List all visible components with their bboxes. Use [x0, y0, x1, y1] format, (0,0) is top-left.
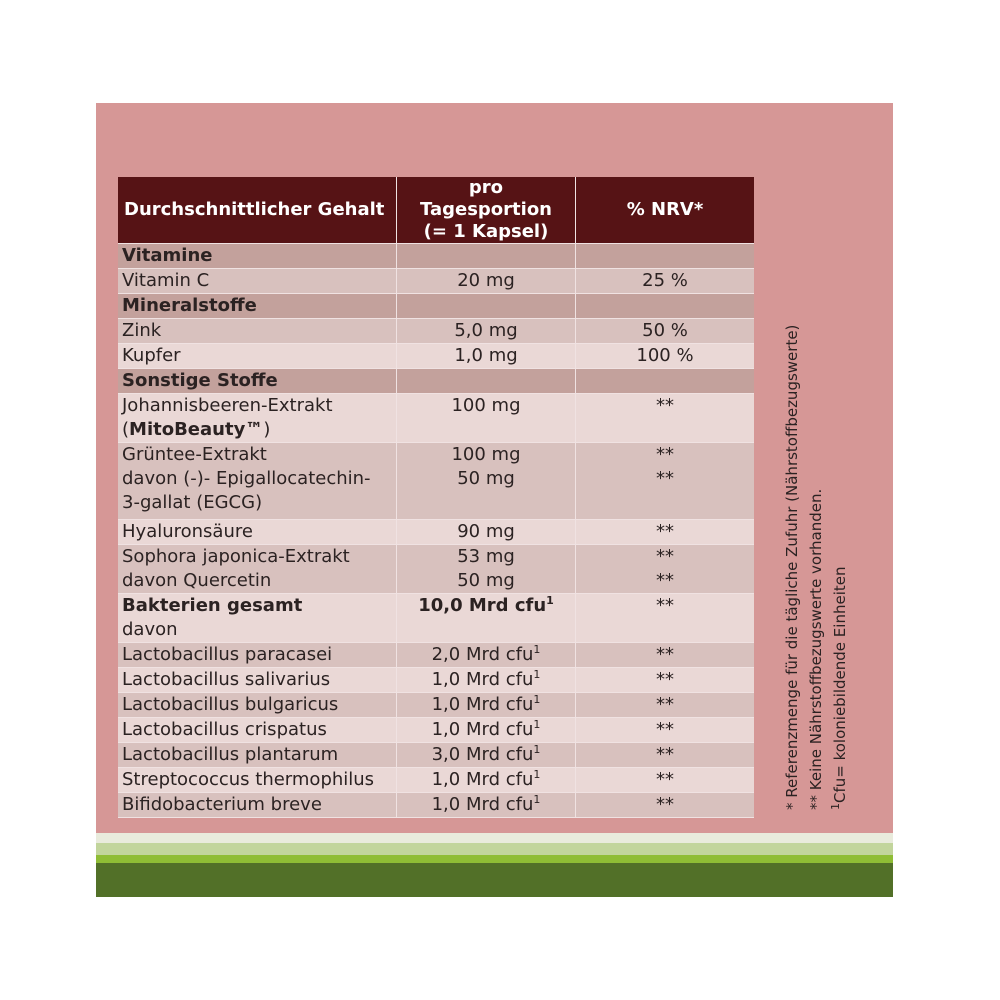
- nutrient-name: Sophora japonica-Extrakt davon Quercetin: [118, 545, 397, 594]
- table-row: [118, 394, 754, 443]
- nutrient-amount: 1,0 Mrd cfu$^1$: [397, 793, 576, 818]
- nutrient-nrv: 25 %: [576, 269, 755, 294]
- nutrient-nrv: **: [576, 520, 755, 545]
- nutrient-amount: 1,0 Mrd cfu$^1$: [397, 668, 576, 693]
- nutrient-nrv: ** **: [576, 443, 755, 520]
- nutrient-nrv: 100 %: [576, 344, 755, 369]
- section-row-sonstige: [118, 369, 754, 394]
- decorative-stripes: [96, 833, 893, 897]
- nutrient-amount: 5,0 mg: [397, 319, 576, 344]
- section-row-mineralstoffe: [118, 294, 754, 319]
- table-row: [118, 718, 754, 743]
- table-row: [118, 344, 754, 369]
- nutrient-nrv: ** **: [576, 545, 755, 594]
- header-portion: [397, 177, 576, 244]
- nutrient-name: Grüntee-Extrakt davon (-)- Epigallocatechin- 3-gallat (EGCG): [118, 443, 397, 520]
- nutrient-nrv: **: [576, 718, 755, 743]
- table-row: [118, 793, 754, 818]
- nutrient-amount: 20 mg: [397, 269, 576, 294]
- section-label: Mineralstoffe: [118, 294, 397, 319]
- nutrient-nrv: **: [576, 793, 755, 818]
- nutrient-nrv: **: [576, 743, 755, 768]
- nutrient-name: Kupfer: [118, 344, 397, 369]
- nutrient-name: Lactobacillus salivarius: [118, 668, 397, 693]
- nutrient-nrv: **: [576, 594, 755, 643]
- table-row: [118, 269, 754, 294]
- nutrient-name: Bakterien gesamt davon: [118, 594, 397, 643]
- nutrient-name: Bifidobacterium breve: [118, 793, 397, 818]
- stripe-light: [96, 833, 893, 843]
- stripe-pale-green: [96, 843, 893, 855]
- nutrient-name: Lactobacillus crispatus: [118, 718, 397, 743]
- nutrient-name: Vitamin C: [118, 269, 397, 294]
- nutrient-name: Hyaluronsäure: [118, 520, 397, 545]
- table-row: [118, 545, 754, 594]
- table-row: [118, 668, 754, 693]
- nutrient-amount: 1,0 Mrd cfu$^1$: [397, 768, 576, 793]
- footnotes: * Referenzmenge für die tägliche Zufuhr (Nährstoffbezugswerte) ** Keine Nährstoffbezugswerte vorhanden. $^1$Cfu= koloniebildende Einheiten: [783, 324, 849, 810]
- nutrient-amount: 1,0 Mrd cfu$^1$: [397, 693, 576, 718]
- nutrient-name: Lactobacillus plantarum: [118, 743, 397, 768]
- nutrient-nrv: **: [576, 394, 755, 443]
- nutrient-nrv: **: [576, 668, 755, 693]
- header-content: Durchschnittlicher Gehalt: [118, 177, 397, 244]
- nutrient-name: Johannisbeeren-Extrakt (MitoBeauty™): [118, 394, 397, 443]
- nutrient-amount: 100 mg 50 mg: [397, 443, 576, 520]
- table-row: [118, 693, 754, 718]
- table-row: [118, 443, 754, 520]
- table-header-row: [118, 177, 754, 244]
- nutrition-table: [118, 177, 754, 818]
- nutrient-nrv: **: [576, 693, 755, 718]
- nutrient-amount: 100 mg: [397, 394, 576, 443]
- header-nrv: % NRV*: [576, 177, 755, 244]
- nutrient-name: Streptococcus thermophilus: [118, 768, 397, 793]
- stripe-lime: [96, 855, 893, 863]
- nutrient-nrv: 50 %: [576, 319, 755, 344]
- nutrient-amount: 90 mg: [397, 520, 576, 545]
- nutrient-amount: 1,0 mg: [397, 344, 576, 369]
- nutrient-amount: 2,0 Mrd cfu$^1$: [397, 643, 576, 668]
- nutrient-amount: 3,0 Mrd cfu$^1$: [397, 743, 576, 768]
- nutrient-nrv: **: [576, 643, 755, 668]
- table-row: [118, 594, 754, 643]
- nutrient-amount: 10,0 Mrd cfu$^1$: [397, 594, 576, 643]
- table-row: [118, 319, 754, 344]
- section-row-vitamine: [118, 244, 754, 269]
- table-row: [118, 768, 754, 793]
- section-label: Vitamine: [118, 244, 397, 269]
- nutrient-amount: 53 mg 50 mg: [397, 545, 576, 594]
- section-label: Sonstige Stoffe: [118, 369, 397, 394]
- nutrient-name: Lactobacillus paracasei: [118, 643, 397, 668]
- table-row: [118, 520, 754, 545]
- header-portion-line2: (= 1 Kapsel): [423, 221, 549, 242]
- nutrient-amount: 1,0 Mrd cfu$^1$: [397, 718, 576, 743]
- nutrient-name: Zink: [118, 319, 397, 344]
- table-row: [118, 743, 754, 768]
- nutrient-name: Lactobacillus bulgaricus: [118, 693, 397, 718]
- header-portion-line1: pro Tagesportion: [420, 177, 552, 220]
- brand-name: MitoBeauty™: [129, 419, 264, 440]
- stripe-green: [96, 863, 893, 897]
- nutrient-nrv: **: [576, 768, 755, 793]
- table-row: [118, 643, 754, 668]
